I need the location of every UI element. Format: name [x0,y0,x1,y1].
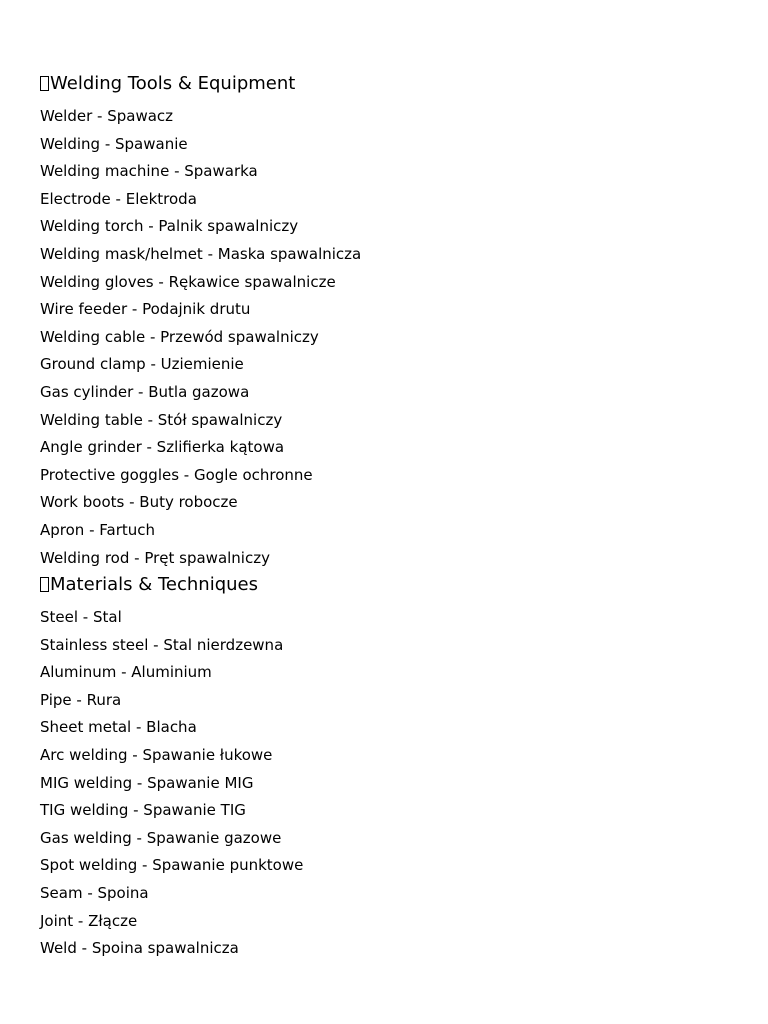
list-item: Aluminum - Aluminium [40,663,212,682]
list-item: TIG welding - Spawanie TIG [40,801,246,820]
section-materials-techniques [40,573,740,963]
list-item: Welding cable - Przewód spawalniczy [40,327,319,346]
list-item: Arc welding - Spawanie łukowe [40,746,273,765]
list-item: Work boots - Buty robocze [40,493,238,512]
section-welding-tools [40,72,740,572]
list-item: Pipe - Rura [40,690,122,709]
missing-glyph-icon [40,76,49,91]
missing-glyph-icon [40,577,49,592]
list-item: Angle grinder - Szlifierka kątowa [40,438,285,457]
list-item: Gas welding - Spawanie gazowe [40,828,282,847]
list-item: Apron - Fartuch [40,520,156,539]
section-heading [40,72,740,96]
list-item: Electrode - Elektroda [40,189,197,208]
section-heading [40,573,740,597]
list-item: Welding - Spawanie [40,134,188,153]
list-item: Seam - Spoina [40,884,149,903]
list-item: Welding table - Stół spawalniczy [40,410,283,429]
list-item: Welder - Spawacz [40,107,174,125]
list-item: Steel - Stal [40,608,122,627]
term-list [40,604,740,963]
list-item: Protective goggles - Gogle ochronne [40,465,313,484]
list-item: Welding torch - Palnik spawalniczy [40,217,299,236]
list-item: Welding machine - Spawarka [40,162,258,181]
list-item: Stainless steel - Stal nierdzewna [40,635,284,654]
section-heading-text: Welding Tools & Equipment [50,73,296,94]
list-item: Spot welding - Spawanie punktowe [40,856,304,875]
section-heading-text: Materials & Techniques [50,574,258,596]
list-item: Welding rod - Pręt spawalniczy [40,548,270,567]
list-item: Joint - Złącze [40,911,138,930]
list-item: Gas cylinder - Butla gazowa [40,382,250,401]
term-list [40,103,740,572]
list-item: Welding mask/helmet - Maska spawalnicza [40,244,362,263]
list-item: Weld - Spoina spawalnicza [40,939,239,958]
list-item: Wire feeder - Podajnik drutu [40,300,251,319]
list-item: Welding gloves - Rękawice spawalnicze [40,272,336,291]
list-item: MIG welding - Spawanie MIG [40,773,254,792]
list-item: Sheet metal - Blacha [40,718,197,737]
list-item: Ground clamp - Uziemienie [40,355,244,374]
document-page [40,72,740,963]
